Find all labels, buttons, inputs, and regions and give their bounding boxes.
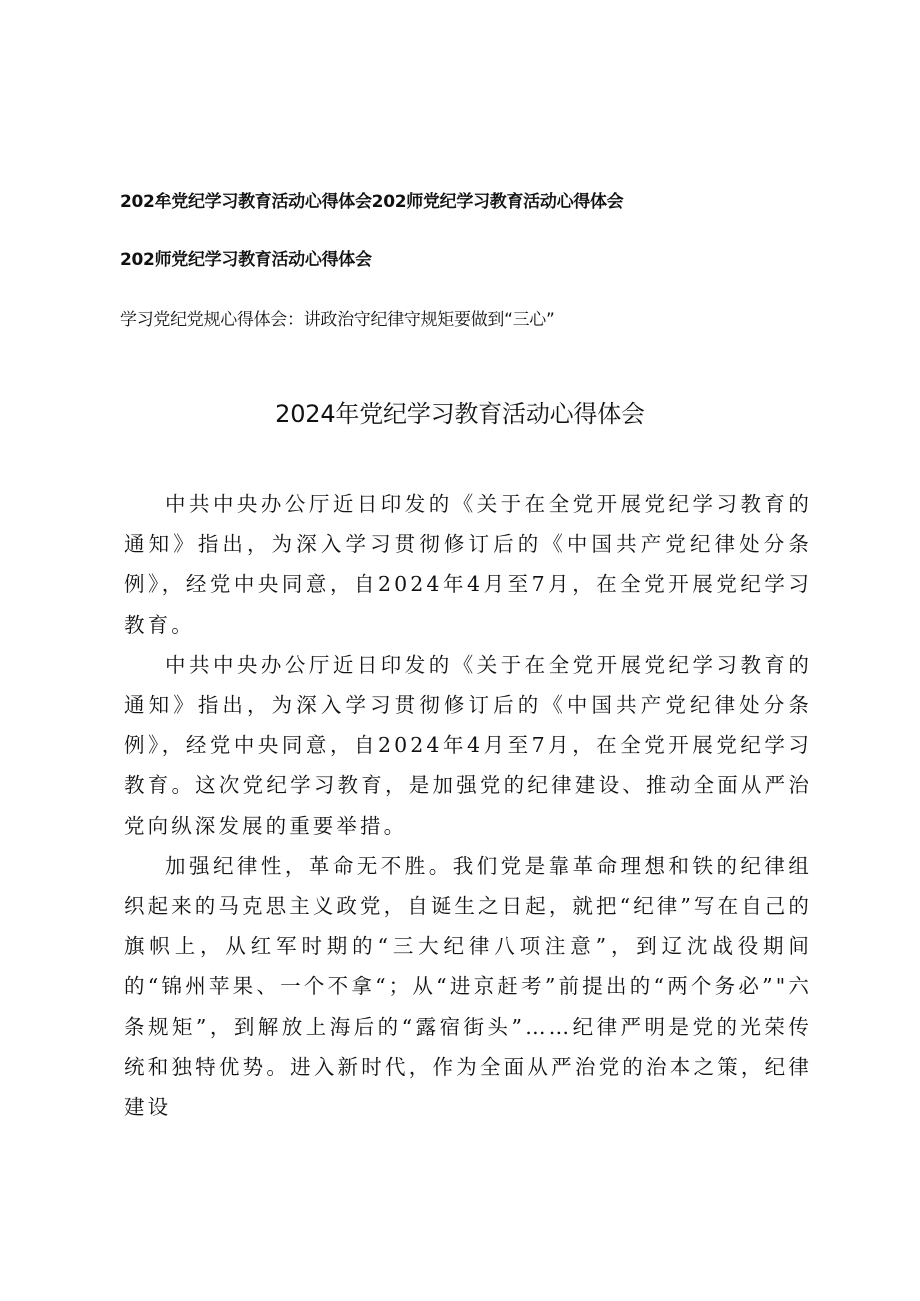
document-body [124,484,812,1127]
toc-entry-1: 202牟党纪学习教育活动心得体会202师党纪学习教育活动心得体会 [120,192,624,212]
toc-entry-2: 202师党纪学习教育活动心得体会 [120,250,372,270]
document-title: 2024年党纪学习教育活动心得体会 [275,400,645,428]
body-paragraph-3: 加强纪律性，革命无不胜。我们党是靠革命理想和铁的纪律组织起来的马克思主义政党，自诞生之日起，就把“纪律”写在自己的旗帜上，从红军时期的“三大纪律八项注意”，到辽沈战役期间的“锦州苹果、一个不拿“；从“进京赶考”前提出的“两个务必”"六条规矩”，到解放上海后的“露宿街头”……纪律严明是党的光荣传统和独特优势。进入新时代，作为全面从严治党的治本之策，纪律建设 [124,853,812,1120]
body-paragraph-2: 中共中央办公厅近日印发的《关于在全党开展党纪学习教育的通知》指出，为深入学习贯彻修订后的《中国共产党纪律处分条例》，经党中央同意，自2024年4月至7月，在全党开展党纪学习教育。这次党纪学习教育，是加强党的纪律建设、推动全面从严治党向纵深发展的重要举措。 [124,652,812,838]
body-paragraph-1: 中共中央办公厅近日印发的《关于在全党开展党纪学习教育的通知》指出，为深入学习贯彻修订后的《中国共产党纪律处分条例》，经党中央同意，自2024年4月至7月，在全党开展党纪学习教育。 [124,492,812,637]
toc-entry-3: 学习党纪党规心得体会：讲政治守纪律守规矩要做到“三心” [120,310,555,330]
